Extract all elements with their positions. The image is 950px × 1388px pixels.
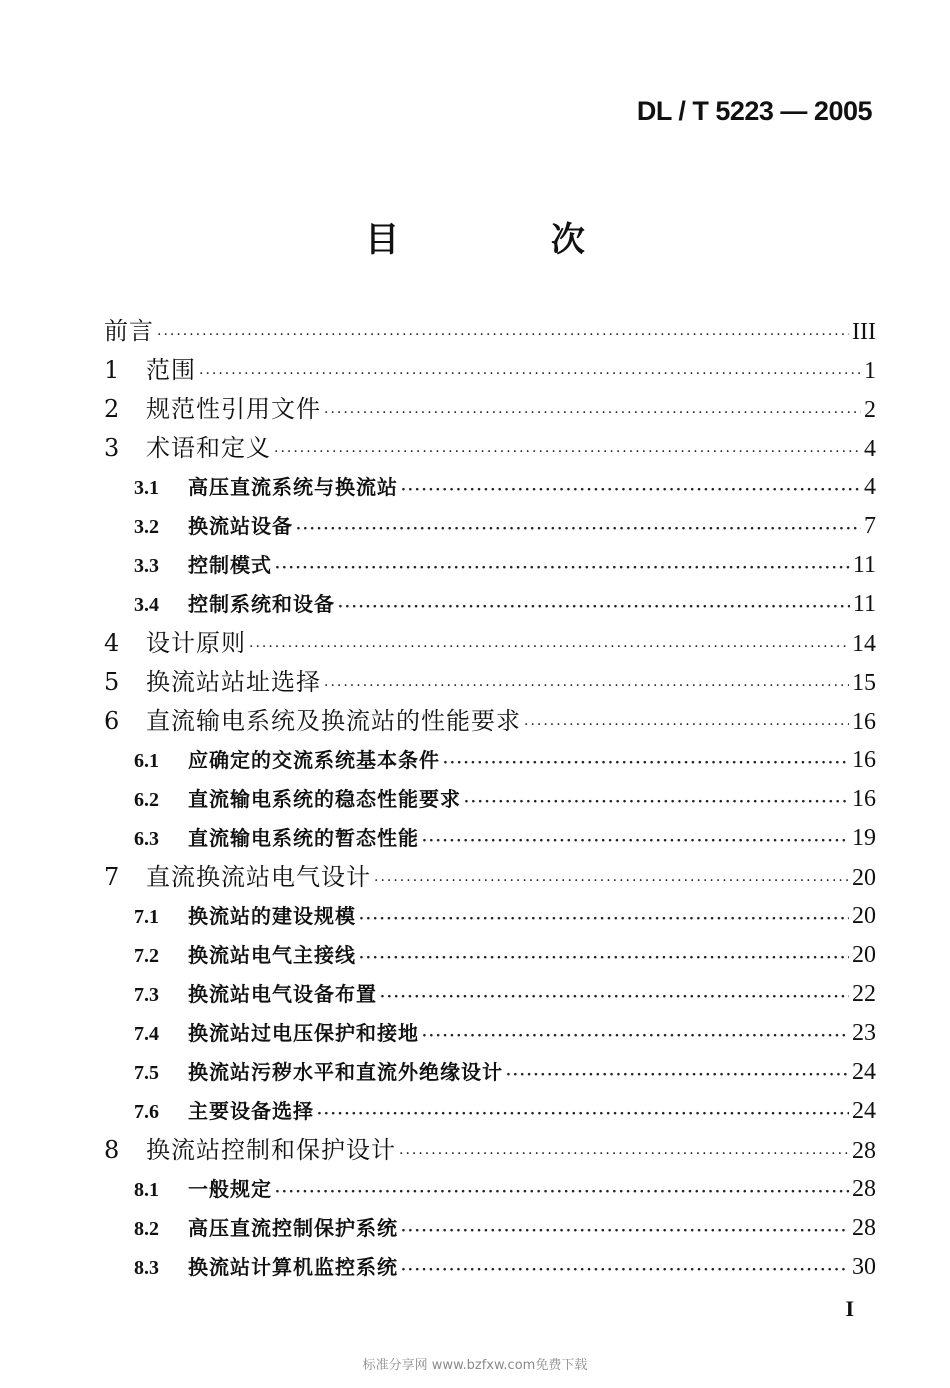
toc-entry-title: 换流站电气主接线 [188, 943, 356, 967]
toc-dot-leader [324, 394, 861, 433]
toc-entry-number: 4 [104, 629, 120, 657]
toc-dot-leader [249, 628, 849, 667]
toc-entry[interactable] [104, 312, 876, 351]
toc-entry-title: 规范性引用文件 [146, 395, 321, 423]
page-number: I [845, 1296, 854, 1321]
toc-entry-title: 设计原则 [146, 629, 246, 657]
toc-entry-number: 7.1 [134, 906, 159, 928]
toc-dot-leader [275, 1173, 849, 1212]
toc-entry-title: 范围 [146, 356, 196, 384]
toc-entry-title: 控制模式 [188, 553, 272, 577]
toc-entry-number: 7.4 [134, 1023, 159, 1045]
toc-entry[interactable] [104, 936, 876, 975]
toc-dot-leader [324, 667, 849, 706]
toc-entry-number: 6 [104, 707, 120, 735]
toc-entry-page: 24 [852, 1059, 876, 1085]
toc-entry[interactable] [104, 468, 876, 507]
toc-entry[interactable] [104, 1131, 876, 1170]
toc-entry[interactable] [104, 429, 876, 468]
toc-entry-page: 19 [852, 825, 876, 851]
toc-entry[interactable] [104, 741, 876, 780]
toc-entry-title: 一般规定 [188, 1177, 272, 1201]
toc-entry-number: 7.6 [134, 1101, 159, 1123]
toc-entry-number: 7.3 [134, 984, 159, 1006]
toc-entry-number: 3.1 [134, 477, 159, 499]
toc-entry[interactable] [104, 351, 876, 390]
toc-entry[interactable] [104, 975, 876, 1014]
toc-dot-leader [399, 1135, 849, 1174]
toc-entry-title: 术语和定义 [146, 434, 271, 462]
toc-entry-number: 6.3 [134, 828, 159, 850]
toc-entry-page: 20 [852, 865, 876, 891]
toc-entry-title: 主要设备选择 [188, 1099, 314, 1123]
toc-dot-leader [359, 939, 849, 978]
toc-entry-page: 16 [852, 786, 876, 812]
toc-entry-number: 5 [104, 668, 120, 696]
toc-entry-title: 直流输电系统的稳态性能要求 [188, 787, 461, 811]
toc-entry-page: 1 [864, 358, 876, 384]
toc-entry-page: 28 [852, 1176, 876, 1202]
page-title: 目 次 [365, 220, 655, 260]
toc-entry-title: 直流输电系统及换流站的性能要求 [146, 707, 521, 735]
toc-entry-page: 24 [852, 1098, 876, 1124]
toc-entry-title: 高压直流系统与换流站 [188, 475, 398, 499]
toc-entry-title: 换流站的建设规模 [188, 904, 356, 928]
toc-dot-leader [506, 1056, 849, 1095]
toc-dot-leader [443, 744, 849, 783]
toc-dot-leader [401, 1212, 849, 1251]
toc-entry-page: 15 [852, 670, 876, 696]
toc-dot-leader [422, 1017, 849, 1056]
toc-entry-number: 3.4 [134, 594, 159, 616]
toc-dot-leader [275, 549, 850, 588]
toc-dot-leader [359, 900, 849, 939]
toc-dot-leader [524, 706, 849, 745]
toc-entry[interactable] [104, 585, 876, 624]
toc-dot-leader [199, 355, 861, 394]
toc-entry-page: 23 [852, 1020, 876, 1046]
toc-entry-title: 换流站电气设备布置 [188, 982, 377, 1006]
toc-entry-page: 4 [864, 474, 876, 500]
toc-entry-number: 6.2 [134, 789, 159, 811]
toc-entry-page: 4 [864, 436, 876, 462]
toc-entry-title: 直流换流站电气设计 [146, 863, 371, 891]
toc-dot-leader [374, 862, 849, 901]
toc-entry-title: 换流站控制和保护设计 [146, 1136, 396, 1164]
toc-entry-number: 8.2 [134, 1218, 159, 1240]
toc-entry-title: 直流输电系统的暂态性能 [188, 826, 419, 850]
toc-dot-leader [464, 783, 849, 822]
toc-dot-leader [296, 510, 861, 549]
toc-entry-number: 8 [104, 1136, 120, 1164]
toc-dot-leader [317, 1095, 849, 1134]
toc-entry-page: 22 [852, 981, 876, 1007]
toc-dot-leader [380, 978, 849, 1017]
toc-entry[interactable] [104, 1053, 876, 1092]
toc-entry-title: 换流站过电压保护和接地 [188, 1021, 419, 1045]
toc-entry[interactable] [104, 1248, 876, 1287]
toc-entry-number: 7 [104, 863, 120, 891]
toc-entry-number: 8.3 [134, 1257, 159, 1279]
toc-entry-number: 7.5 [134, 1062, 159, 1084]
toc-dot-leader [401, 471, 861, 510]
toc-entry[interactable] [104, 702, 876, 741]
toc-entry[interactable] [104, 1170, 876, 1209]
toc-entry-page: 20 [852, 942, 876, 968]
toc-entry-page: 16 [852, 747, 876, 773]
toc-entry-title: 换流站污秽水平和直流外绝缘设计 [188, 1060, 503, 1084]
toc-dot-leader [338, 588, 850, 627]
toc-entry-page: III [852, 319, 876, 345]
toc-entry[interactable] [104, 897, 876, 936]
toc-entry-number: 3 [104, 434, 120, 462]
toc-entry[interactable] [104, 507, 876, 546]
toc-entry-number: 7.2 [134, 945, 159, 967]
toc-entry[interactable] [104, 780, 876, 819]
toc-entry-page: 28 [852, 1215, 876, 1241]
toc-dot-leader [401, 1251, 849, 1290]
toc-entry-title: 控制系统和设备 [188, 592, 335, 616]
toc-entry-number: 6.1 [134, 750, 159, 772]
toc-entry[interactable] [104, 390, 876, 429]
standard-code: DL / T 5223 — 2005 [636, 96, 872, 126]
toc-entry-number: 8.1 [134, 1179, 159, 1201]
toc-entry[interactable] [104, 819, 876, 858]
toc-entry[interactable] [104, 546, 876, 585]
toc-entry-page: 30 [852, 1254, 876, 1280]
toc-entry-page: 28 [852, 1138, 876, 1164]
toc-entry-page: 20 [852, 903, 876, 929]
toc-entry-number: 2 [104, 395, 120, 423]
toc-entry-title: 换流站计算机监控系统 [188, 1255, 398, 1279]
table-of-contents [104, 312, 876, 1287]
toc-dot-leader [157, 316, 849, 355]
watermark-text: 标准分享网 www.bzfxw.com免费下载 [362, 1358, 588, 1373]
toc-entry-page: 16 [852, 709, 876, 735]
toc-entry-title: 换流站站址选择 [146, 668, 321, 696]
toc-entry-page: 14 [852, 631, 876, 657]
toc-entry-page: 11 [852, 552, 876, 578]
toc-entry[interactable] [104, 1092, 876, 1131]
toc-entry-title: 前言 [104, 317, 154, 345]
toc-entry[interactable] [104, 858, 876, 897]
toc-entry[interactable] [104, 1209, 876, 1248]
toc-entry-title: 换流站设备 [188, 514, 293, 538]
toc-entry[interactable] [104, 1014, 876, 1053]
toc-entry[interactable] [104, 624, 876, 663]
toc-entry-number: 3.3 [134, 555, 159, 577]
toc-entry-number: 3.2 [134, 516, 159, 538]
toc-entry-page: 7 [864, 513, 876, 539]
toc-entry[interactable] [104, 663, 876, 702]
toc-entry-title: 高压直流控制保护系统 [188, 1216, 398, 1240]
toc-entry-page: 2 [864, 397, 876, 423]
toc-entry-title: 应确定的交流系统基本条件 [188, 748, 440, 772]
toc-dot-leader [422, 822, 849, 861]
toc-dot-leader [274, 433, 861, 472]
toc-entry-page: 11 [852, 591, 876, 617]
toc-entry-number: 1 [104, 356, 120, 384]
